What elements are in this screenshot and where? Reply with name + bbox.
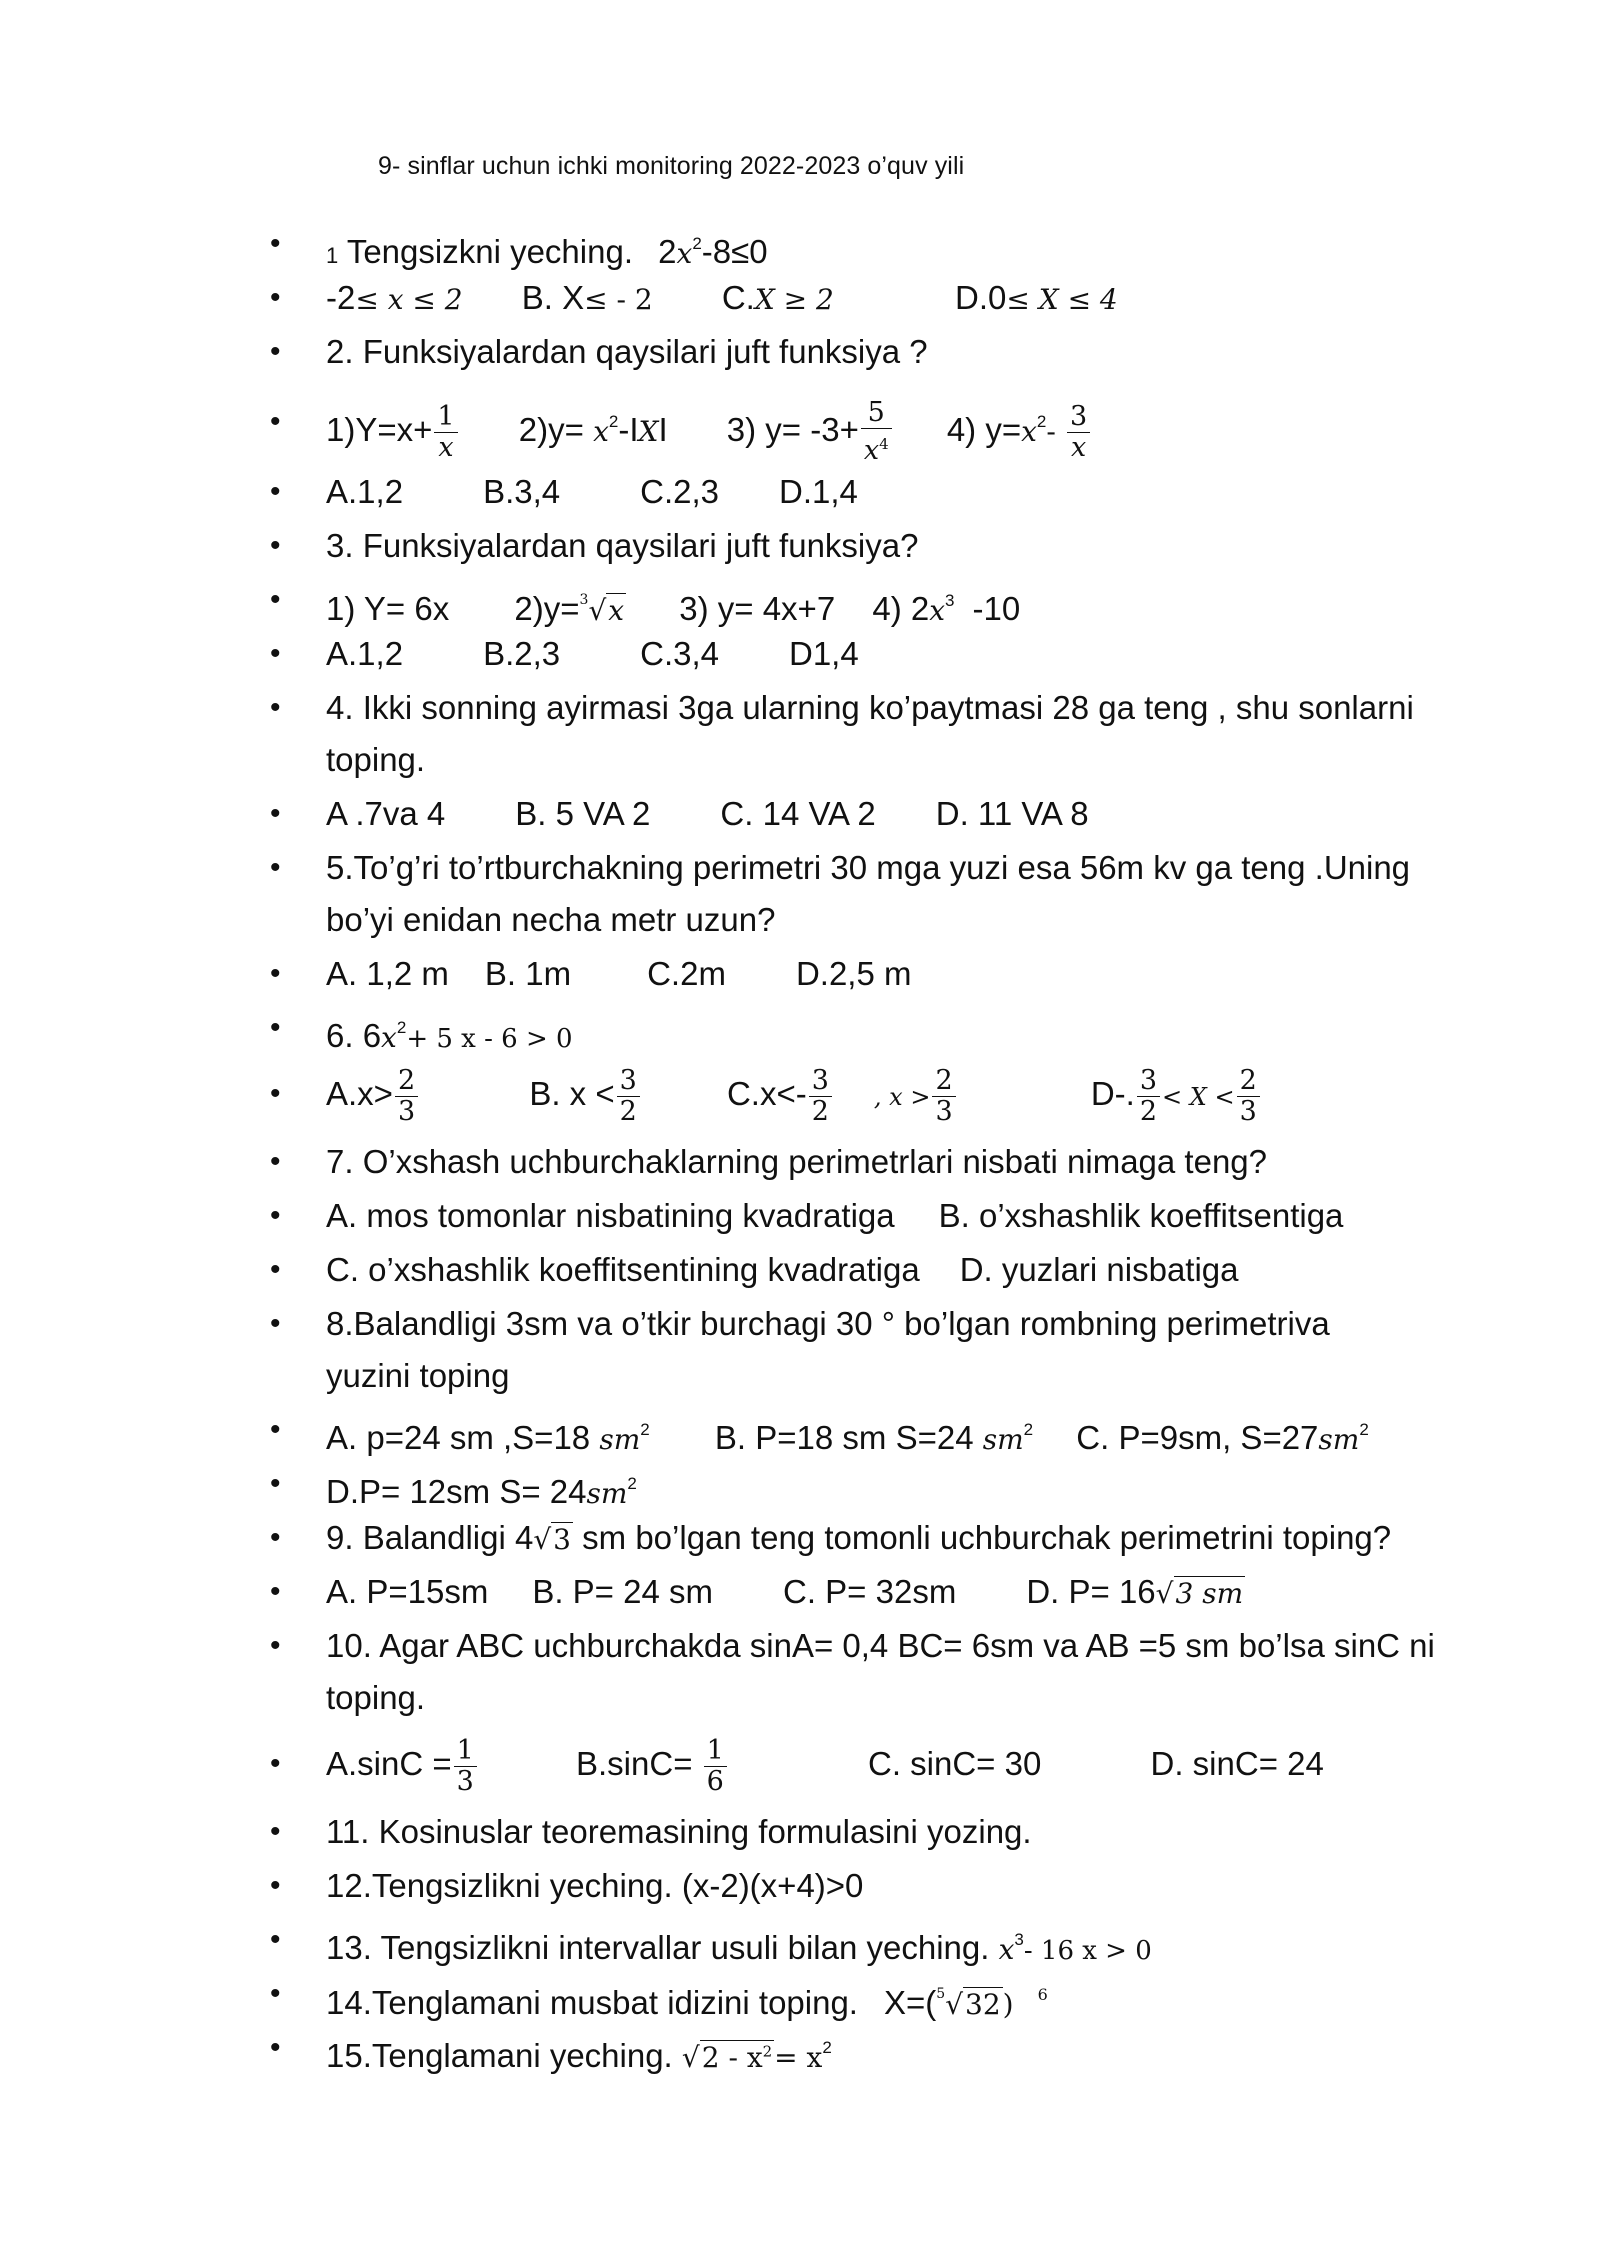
question-2: • 2. Funksiyalardan qaysilari juft funksiya ? [326,326,1506,378]
answers-7-ab: • A. mos tomonlar nisbatining kvadratiga B. o’xshashlik koeffitsentiga [326,1190,1506,1242]
question-12: • 12.Tengsizlikni yeching. (x-2)(x+4)>0 [326,1860,1506,1912]
question-13: • 13. Tengsizlikni intervallar usuli bilan yeching. $x^3-$ 16 x > 0 [326,1914,1506,1977]
question-5: • 5.To’g’ri to’rtburchakning perimetri 30 mga yuzi esa 56m kv ga teng .Uning [326,842,1506,894]
answers-2: • A.1,2 B.3,4 C.2,3 D.1,4 [326,466,1506,518]
answers-8: • A. p=24 sm ,S=18 $sm^2$ B. P=18 sm S=24 $sm^2$ C. P=9sm, $S=27sm^2$ [326,1404,1506,1466]
question-15: • 15.Tenglamani yeching. $√2 - x^2= x^2$ [326,2022,1506,2084]
answers-9: • A. P=15sm B. P= 24 sm C. P= 32sm D. P= 16√3 sm [326,1566,1506,1620]
question-6: • 6. $6x^2+ 5$ x - 6 > 0 [326,1002,1506,1065]
answers-10: • A.sinC = $\frac{1}{3}$ B.sinC= $\frac{1}{6}$ C. sinC= 30 D. sinC= 24 [326,1734,1506,1797]
answers-3: • A.1,2 B.2,3 C.3,4 D1,4 [326,628,1506,680]
question-5-continued: bo’yi enidan necha metr uzun? [326,901,776,938]
question-number: 1 [326,243,339,268]
question-10-continued: toping. [326,1679,426,1716]
question-8: • 8.Balandligi 3sm va o’tkir burchagi 30 ° bo’lgan rombning perimetriva [326,1298,1506,1350]
question-9: • 9. Balandligi 4√3 sm bo’lgan teng tomonli uchburchak perimetrini toping? [326,1512,1506,1566]
question-1: • 1 Tengsizkni yeching. $2x^2-8\le 0$ [326,218,1506,282]
answers-5: • A. 1,2 m B. 1m C.2m D.2,5 m [326,948,1506,1000]
answers-8-d: • D.P= 12sm $S= 24sm^2$ [326,1458,1506,1520]
question-7: • 7. O’xshash uchburchaklarning perimetrlari nisbati nimaga teng? [326,1136,1506,1188]
question-8-continued: yuzini toping [326,1357,510,1394]
page-title: 9- sinflar uchun ichki monitoring 2022-2023 o’quv yili [378,152,965,180]
functions-3: • 1) Y= 6x 2)y=$^3$√x 3) y= 4x+7 4) $2x^3$ -10 [326,574,1506,637]
functions-2: • 1)Y=x+ $\frac{1}{x}$ $2)y= x^2$-IXI 3) y= -3+ $\frac{5}{x^4}$ 4) $y=x^2-$ $\frac{3}{x}$ [326,392,1506,466]
question-4: • 4. Ikki sonning ayirmasi 3ga ularning ko’paytmasi 28 ga teng , shu sonlarni [326,682,1506,734]
answers-7-cd: • C. o’xshashlik koeffitsentining kvadratiga D. yuzlari nisbatiga [326,1244,1506,1296]
question-11: • 11. Kosinuslar teoremasining formulasini yozing. [326,1806,1506,1858]
question-4-continued: toping. [326,741,426,778]
answers-6: • A.x> $\frac{2}{3}$ B. x < $\frac{3}{2}$ C.x<- $\frac{3}{2}$ , x > $\frac{2}{3}$ D-. $\frac{3}{2}$ < X < $\frac{2}{3}$ [326,1064,1506,1127]
question-14: • 14.Tenglamani musbat idizini toping. X=($^5$√32) $^6$ [326,1968,1506,2031]
question-3: • 3. Funksiyalardan qaysilari juft funksiya? [326,520,1506,572]
question-10: • 10. Agar ABC uchburchakda sinA= 0,4 BC= 6sm va AB =5 sm bo’lsa sinC ni [326,1620,1506,1672]
answers-1: • -2≤ x ≤ 2 B. X≤ - 2 C.X ≥ 2 D.0≤ X ≤ 4 [326,272,1506,326]
answers-4: • A .7va 4 B. 5 VA 2 C. 14 VA 2 D. 11 VA 8 [326,788,1506,840]
